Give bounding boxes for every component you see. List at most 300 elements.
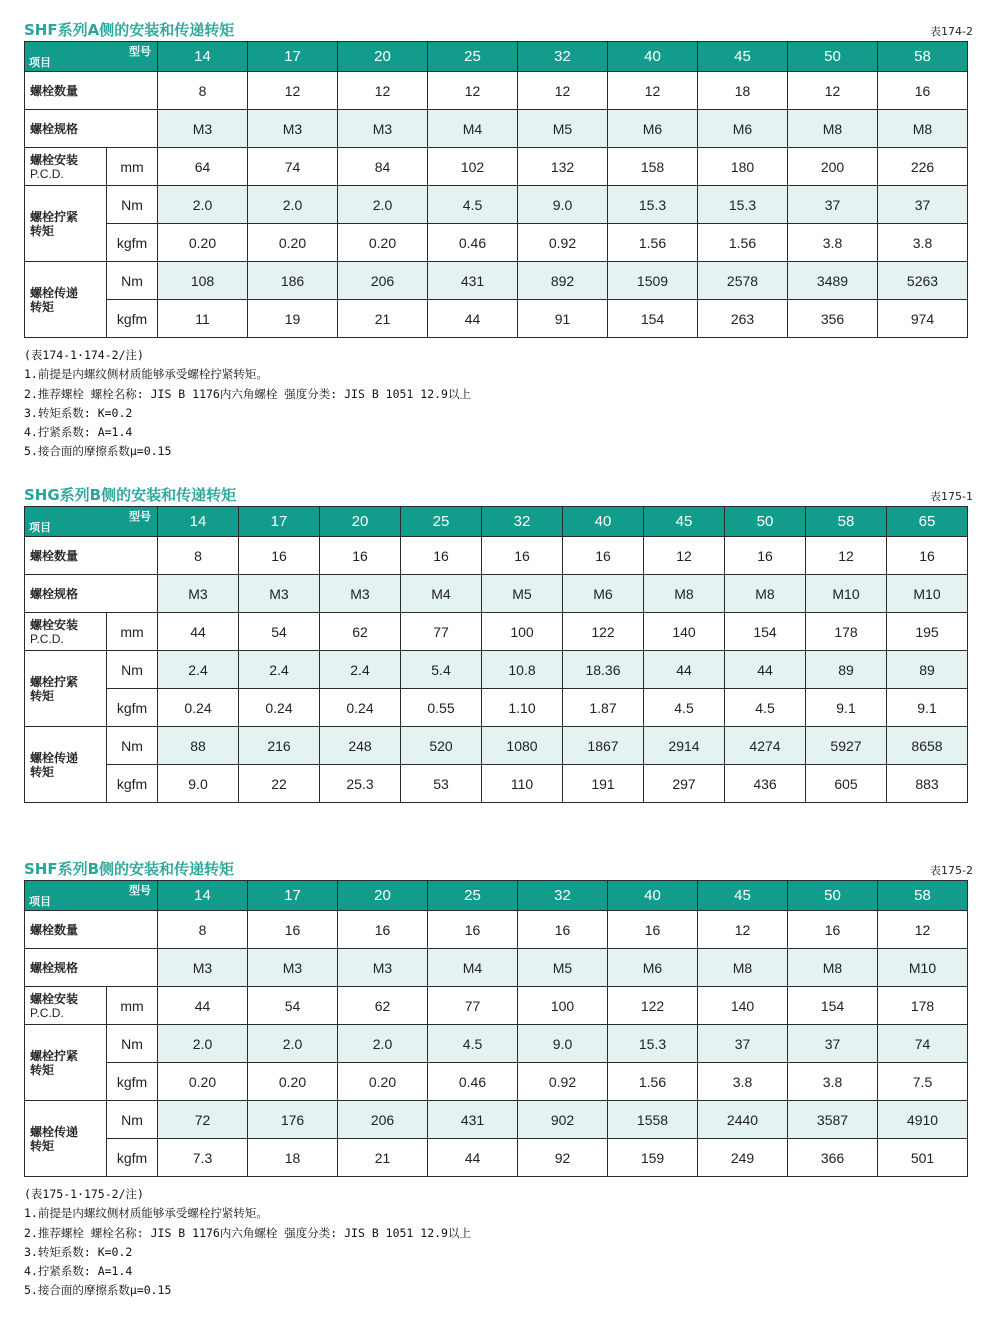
model-cell: 65 (887, 507, 968, 537)
value-cell: 3489 (788, 262, 878, 300)
item-label: 项目 (29, 522, 51, 534)
notes-block-b (24, 1185, 471, 1301)
note-line: 1.前提是内螺纹侧材质能够承受螺栓拧紧转矩。 (24, 367, 268, 382)
row-label (25, 262, 107, 338)
model-cell: 58 (878, 881, 968, 911)
row-bolt-qty (25, 72, 968, 110)
value-cell: 9.1 (806, 689, 887, 727)
value-cell: 2.4 (239, 651, 320, 689)
value-cell: 5.4 (401, 651, 482, 689)
row-label (25, 727, 107, 803)
model-cell: 14 (158, 881, 248, 911)
unit-cell: Nm (107, 727, 158, 765)
unit-cell: kgfm (107, 1063, 158, 1101)
label-line: 转矩 (30, 688, 55, 703)
value-cell: 16 (563, 537, 644, 575)
value-cell: 108 (158, 262, 248, 300)
value-cell: 16 (320, 537, 401, 575)
table-title: SHG系列B侧的安装和传递转矩 (24, 486, 237, 504)
note-line: 2.推荐螺栓 螺栓名称: JIS B 1176内六角螺栓 强度分类: JIS B 1051 12.9以上 (24, 1225, 471, 1240)
value-cell: 16 (239, 537, 320, 575)
value-cell: 16 (878, 72, 968, 110)
value-cell: 154 (608, 300, 698, 338)
value-cell: 72 (158, 1101, 248, 1139)
value-cell: 2.0 (338, 186, 428, 224)
label-line: P.C.D. (30, 1005, 64, 1020)
value-cell: 902 (518, 1101, 608, 1139)
row-trans-kgfm (25, 765, 968, 803)
label-line: 螺栓传递 (30, 285, 79, 300)
label-line: P.C.D. (30, 631, 64, 646)
model-label: 型号 (129, 885, 151, 897)
value-cell: 158 (608, 148, 698, 186)
value-cell: 132 (518, 148, 608, 186)
value-cell: 16 (788, 911, 878, 949)
note-line: 3.转矩系数: K=0.2 (24, 405, 133, 420)
value-cell: M10 (878, 949, 968, 987)
row-trans-nm (25, 262, 968, 300)
value-cell: 176 (248, 1101, 338, 1139)
value-cell: 2.0 (338, 1025, 428, 1063)
value-cell: 12 (806, 537, 887, 575)
unit-cell: Nm (107, 262, 158, 300)
model-cell: 58 (806, 507, 887, 537)
value-cell: 16 (608, 911, 698, 949)
row-tight-nm (25, 186, 968, 224)
value-cell: 53 (401, 765, 482, 803)
row-tight-nm (25, 1025, 968, 1063)
value-cell: 883 (887, 765, 968, 803)
table-title: SHF系列B侧的安装和传递转矩 (24, 860, 235, 878)
row-tight-nm (25, 651, 968, 689)
model-label: 型号 (129, 511, 151, 523)
value-cell: 5927 (806, 727, 887, 765)
value-cell: 3.8 (878, 224, 968, 262)
value-cell: 2578 (698, 262, 788, 300)
label-line: 转矩 (30, 1138, 55, 1153)
row-label: 螺栓数量 (25, 72, 158, 110)
value-cell: 431 (428, 262, 518, 300)
value-cell: 8 (158, 72, 248, 110)
unit-cell: kgfm (107, 300, 158, 338)
header-row (25, 507, 968, 537)
value-cell: 21 (338, 300, 428, 338)
value-cell: 77 (428, 987, 518, 1025)
value-cell: 0.20 (338, 224, 428, 262)
value-cell: M6 (698, 110, 788, 148)
value-cell: 12 (518, 72, 608, 110)
value-cell: 892 (518, 262, 608, 300)
note-line: 4.拧紧系数: A=1.4 (24, 425, 133, 440)
value-cell: 501 (878, 1139, 968, 1177)
value-cell: 0.55 (401, 689, 482, 727)
label-line: 螺栓拧紧 (30, 209, 79, 224)
value-cell: 7.5 (878, 1063, 968, 1101)
value-cell: 195 (887, 613, 968, 651)
value-cell: 2.4 (158, 651, 239, 689)
value-cell: M8 (878, 110, 968, 148)
label-line: P.C.D. (30, 166, 64, 181)
value-cell: M3 (239, 575, 320, 613)
value-cell: 9.0 (518, 1025, 608, 1063)
model-cell: 32 (482, 507, 563, 537)
value-cell: 16 (482, 537, 563, 575)
table-title: SHF系列A侧的安装和传递转矩 (24, 21, 235, 39)
value-cell: 180 (698, 148, 788, 186)
corner-cell (25, 42, 158, 72)
value-cell: 12 (248, 72, 338, 110)
value-cell: 100 (482, 613, 563, 651)
value-cell: 16 (725, 537, 806, 575)
row-label: 螺栓数量 (25, 537, 158, 575)
row-trans-kgfm (25, 300, 968, 338)
unit-cell: kgfm (107, 765, 158, 803)
label-line: 转矩 (30, 1062, 55, 1077)
value-cell: 0.20 (248, 1063, 338, 1101)
note-line: (表174-1·174-2/注) (24, 348, 144, 362)
value-cell: 64 (158, 148, 248, 186)
row-bolt-spec (25, 575, 968, 613)
value-cell: 5263 (878, 262, 968, 300)
value-cell: 15.3 (608, 186, 698, 224)
unit-cell: mm (107, 613, 158, 651)
row-pcd (25, 148, 968, 186)
value-cell: 9.0 (158, 765, 239, 803)
model-cell: 17 (248, 42, 338, 72)
value-cell: 0.20 (158, 224, 248, 262)
value-cell: M8 (644, 575, 725, 613)
value-cell: 9.0 (518, 186, 608, 224)
row-trans-nm (25, 727, 968, 765)
value-cell: 0.20 (338, 1063, 428, 1101)
unit-cell: kgfm (107, 689, 158, 727)
value-cell: 54 (248, 987, 338, 1025)
value-cell: 154 (725, 613, 806, 651)
value-cell: 436 (725, 765, 806, 803)
row-bolt-qty (25, 911, 968, 949)
unit-cell: mm (107, 987, 158, 1025)
label-line: 转矩 (30, 764, 55, 779)
value-cell: 18 (248, 1139, 338, 1177)
model-cell: 17 (248, 881, 338, 911)
spec-table (24, 880, 968, 1177)
model-cell: 40 (563, 507, 644, 537)
row-label: 螺栓数量 (25, 911, 158, 949)
item-label: 项目 (29, 57, 51, 69)
value-cell: 16 (248, 911, 338, 949)
spec-table (24, 41, 968, 338)
value-cell: 8 (158, 911, 248, 949)
value-cell: 16 (887, 537, 968, 575)
unit-cell: kgfm (107, 1139, 158, 1177)
value-cell: 249 (698, 1139, 788, 1177)
row-trans-kgfm (25, 1139, 968, 1177)
unit-cell: Nm (107, 186, 158, 224)
label-line: 螺栓拧紧 (30, 674, 79, 689)
value-cell: 3.8 (788, 1063, 878, 1101)
value-cell: M8 (788, 110, 878, 148)
value-cell: 18.36 (563, 651, 644, 689)
value-cell: 110 (482, 765, 563, 803)
model-cell: 45 (698, 42, 788, 72)
value-cell: 11 (158, 300, 248, 338)
unit-cell: mm (107, 148, 158, 186)
value-cell: 92 (518, 1139, 608, 1177)
value-cell: 1.87 (563, 689, 644, 727)
value-cell: 178 (878, 987, 968, 1025)
value-cell: M10 (887, 575, 968, 613)
value-cell: M5 (482, 575, 563, 613)
value-cell: 140 (644, 613, 725, 651)
row-label (25, 613, 107, 651)
value-cell: 4.5 (644, 689, 725, 727)
row-label: 螺栓规格 (25, 575, 158, 613)
value-cell: 89 (806, 651, 887, 689)
row-tight-kgfm (25, 224, 968, 262)
value-cell: 0.46 (428, 224, 518, 262)
table-number: 表175-2 (930, 864, 973, 877)
value-cell: 1.56 (608, 1063, 698, 1101)
note-line: (表175-1·175-2/注) (24, 1187, 144, 1201)
model-cell: 17 (239, 507, 320, 537)
note-line: 5.接合面的摩擦系数μ=0.15 (24, 444, 172, 459)
value-cell: 2.4 (320, 651, 401, 689)
value-cell: 140 (698, 987, 788, 1025)
label-line: 转矩 (30, 223, 55, 238)
value-cell: 88 (158, 727, 239, 765)
value-cell: 1867 (563, 727, 644, 765)
value-cell: 4.5 (428, 1025, 518, 1063)
unit-cell: kgfm (107, 224, 158, 262)
value-cell: 154 (788, 987, 878, 1025)
model-label: 型号 (129, 46, 151, 58)
value-cell: 54 (239, 613, 320, 651)
corner-cell (25, 507, 158, 537)
value-cell: 15.3 (608, 1025, 698, 1063)
value-cell: 520 (401, 727, 482, 765)
value-cell: 3.8 (698, 1063, 788, 1101)
row-label (25, 651, 107, 727)
spec-table (24, 506, 968, 803)
value-cell: 0.92 (518, 224, 608, 262)
model-cell: 32 (518, 881, 608, 911)
row-bolt-spec (25, 949, 968, 987)
model-cell: 45 (698, 881, 788, 911)
value-cell: 44 (644, 651, 725, 689)
value-cell: 0.24 (320, 689, 401, 727)
value-cell: M6 (563, 575, 644, 613)
note-line: 1.前提是内螺纹侧材质能够承受螺栓拧紧转矩。 (24, 1206, 268, 1221)
note-line: 4.拧紧系数: A=1.4 (24, 1264, 133, 1279)
note-line: 2.推荐螺栓 螺栓名称: JIS B 1176内六角螺栓 强度分类: JIS B 1051 12.9以上 (24, 386, 471, 401)
row-tight-kgfm (25, 689, 968, 727)
value-cell: 89 (887, 651, 968, 689)
value-cell: 37 (788, 1025, 878, 1063)
value-cell: 44 (158, 987, 248, 1025)
value-cell: 1080 (482, 727, 563, 765)
row-bolt-qty (25, 537, 968, 575)
value-cell: 191 (563, 765, 644, 803)
value-cell: 0.20 (158, 1063, 248, 1101)
value-cell: 974 (878, 300, 968, 338)
row-trans-nm (25, 1101, 968, 1139)
value-cell: 9.1 (887, 689, 968, 727)
value-cell: 7.3 (158, 1139, 248, 1177)
value-cell: 297 (644, 765, 725, 803)
model-cell: 50 (788, 42, 878, 72)
value-cell: 22 (239, 765, 320, 803)
model-cell: 40 (608, 42, 698, 72)
table-number: 表175-1 (930, 490, 973, 503)
value-cell: 263 (698, 300, 788, 338)
value-cell: 3.8 (788, 224, 878, 262)
value-cell: 12 (644, 537, 725, 575)
value-cell: 2.0 (248, 1025, 338, 1063)
value-cell: M6 (608, 949, 698, 987)
value-cell: 0.24 (239, 689, 320, 727)
model-cell: 20 (320, 507, 401, 537)
value-cell: 102 (428, 148, 518, 186)
model-cell: 25 (428, 881, 518, 911)
label-line: 螺栓传递 (30, 1124, 79, 1139)
value-cell: 16 (428, 911, 518, 949)
row-label (25, 1025, 107, 1101)
value-cell: M5 (518, 949, 608, 987)
value-cell: 77 (401, 613, 482, 651)
row-label (25, 148, 107, 186)
value-cell: 3587 (788, 1101, 878, 1139)
model-cell: 14 (158, 42, 248, 72)
value-cell: 10.8 (482, 651, 563, 689)
value-cell: 0.20 (248, 224, 338, 262)
value-cell: M8 (788, 949, 878, 987)
value-cell: 37 (878, 186, 968, 224)
value-cell: 62 (320, 613, 401, 651)
value-cell: 21 (338, 1139, 428, 1177)
value-cell: 84 (338, 148, 428, 186)
label-line: 螺栓传递 (30, 750, 79, 765)
value-cell: 1558 (608, 1101, 698, 1139)
value-cell: 16 (518, 911, 608, 949)
model-cell: 20 (338, 42, 428, 72)
note-line: 5.接合面的摩擦系数μ=0.15 (24, 1283, 172, 1298)
value-cell: 18 (698, 72, 788, 110)
value-cell: 12 (428, 72, 518, 110)
model-cell: 25 (401, 507, 482, 537)
value-cell: 122 (563, 613, 644, 651)
value-cell: 44 (158, 613, 239, 651)
value-cell: M3 (248, 110, 338, 148)
unit-cell: Nm (107, 651, 158, 689)
value-cell: 15.3 (698, 186, 788, 224)
value-cell: 1.10 (482, 689, 563, 727)
value-cell: M4 (428, 949, 518, 987)
value-cell: 74 (248, 148, 338, 186)
row-tight-kgfm (25, 1063, 968, 1101)
value-cell: M3 (158, 575, 239, 613)
value-cell: 1509 (608, 262, 698, 300)
value-cell: 206 (338, 1101, 428, 1139)
value-cell: M3 (158, 949, 248, 987)
value-cell: 200 (788, 148, 878, 186)
value-cell: M3 (338, 110, 428, 148)
value-cell: 12 (698, 911, 788, 949)
label-line: 螺栓安装 (30, 991, 79, 1006)
value-cell: M3 (158, 110, 248, 148)
value-cell: 216 (239, 727, 320, 765)
value-cell: M8 (725, 575, 806, 613)
model-cell: 14 (158, 507, 239, 537)
value-cell: 12 (608, 72, 698, 110)
value-cell: 159 (608, 1139, 698, 1177)
value-cell: 37 (698, 1025, 788, 1063)
value-cell: 0.46 (428, 1063, 518, 1101)
value-cell: M3 (338, 949, 428, 987)
model-cell: 32 (518, 42, 608, 72)
row-label (25, 987, 107, 1025)
value-cell: 91 (518, 300, 608, 338)
value-cell: 248 (320, 727, 401, 765)
value-cell: 122 (608, 987, 698, 1025)
value-cell: 12 (878, 911, 968, 949)
value-cell: 206 (338, 262, 428, 300)
label-line: 螺栓安装 (30, 152, 79, 167)
value-cell: 37 (788, 186, 878, 224)
value-cell: 19 (248, 300, 338, 338)
value-cell: 12 (788, 72, 878, 110)
value-cell: 2.0 (158, 186, 248, 224)
model-cell: 20 (338, 881, 428, 911)
value-cell: 2.0 (248, 186, 338, 224)
value-cell: 1.56 (698, 224, 788, 262)
value-cell: 356 (788, 300, 878, 338)
value-cell: M8 (698, 949, 788, 987)
row-bolt-spec (25, 110, 968, 148)
row-pcd (25, 987, 968, 1025)
value-cell: M6 (608, 110, 698, 148)
value-cell: 226 (878, 148, 968, 186)
model-cell: 25 (428, 42, 518, 72)
table-number: 表174-2 (930, 25, 973, 38)
value-cell: 4.5 (725, 689, 806, 727)
value-cell: 0.92 (518, 1063, 608, 1101)
value-cell: 4274 (725, 727, 806, 765)
value-cell: 178 (806, 613, 887, 651)
header-row (25, 881, 968, 911)
notes-block-a (24, 346, 471, 462)
model-cell: 50 (788, 881, 878, 911)
value-cell: M4 (428, 110, 518, 148)
value-cell: M5 (518, 110, 608, 148)
value-cell: 4910 (878, 1101, 968, 1139)
model-cell: 50 (725, 507, 806, 537)
value-cell: 186 (248, 262, 338, 300)
note-line: 3.转矩系数: K=0.2 (24, 1244, 133, 1259)
value-cell: M4 (401, 575, 482, 613)
model-cell: 58 (878, 42, 968, 72)
label-line: 螺栓拧紧 (30, 1048, 79, 1063)
row-label: 螺栓规格 (25, 110, 158, 148)
value-cell: 16 (401, 537, 482, 575)
value-cell: 431 (428, 1101, 518, 1139)
value-cell: 366 (788, 1139, 878, 1177)
value-cell: M3 (320, 575, 401, 613)
label-line: 转矩 (30, 299, 55, 314)
row-label (25, 186, 107, 262)
value-cell: 44 (725, 651, 806, 689)
label-line: 螺栓安装 (30, 617, 79, 632)
value-cell: 2.0 (158, 1025, 248, 1063)
